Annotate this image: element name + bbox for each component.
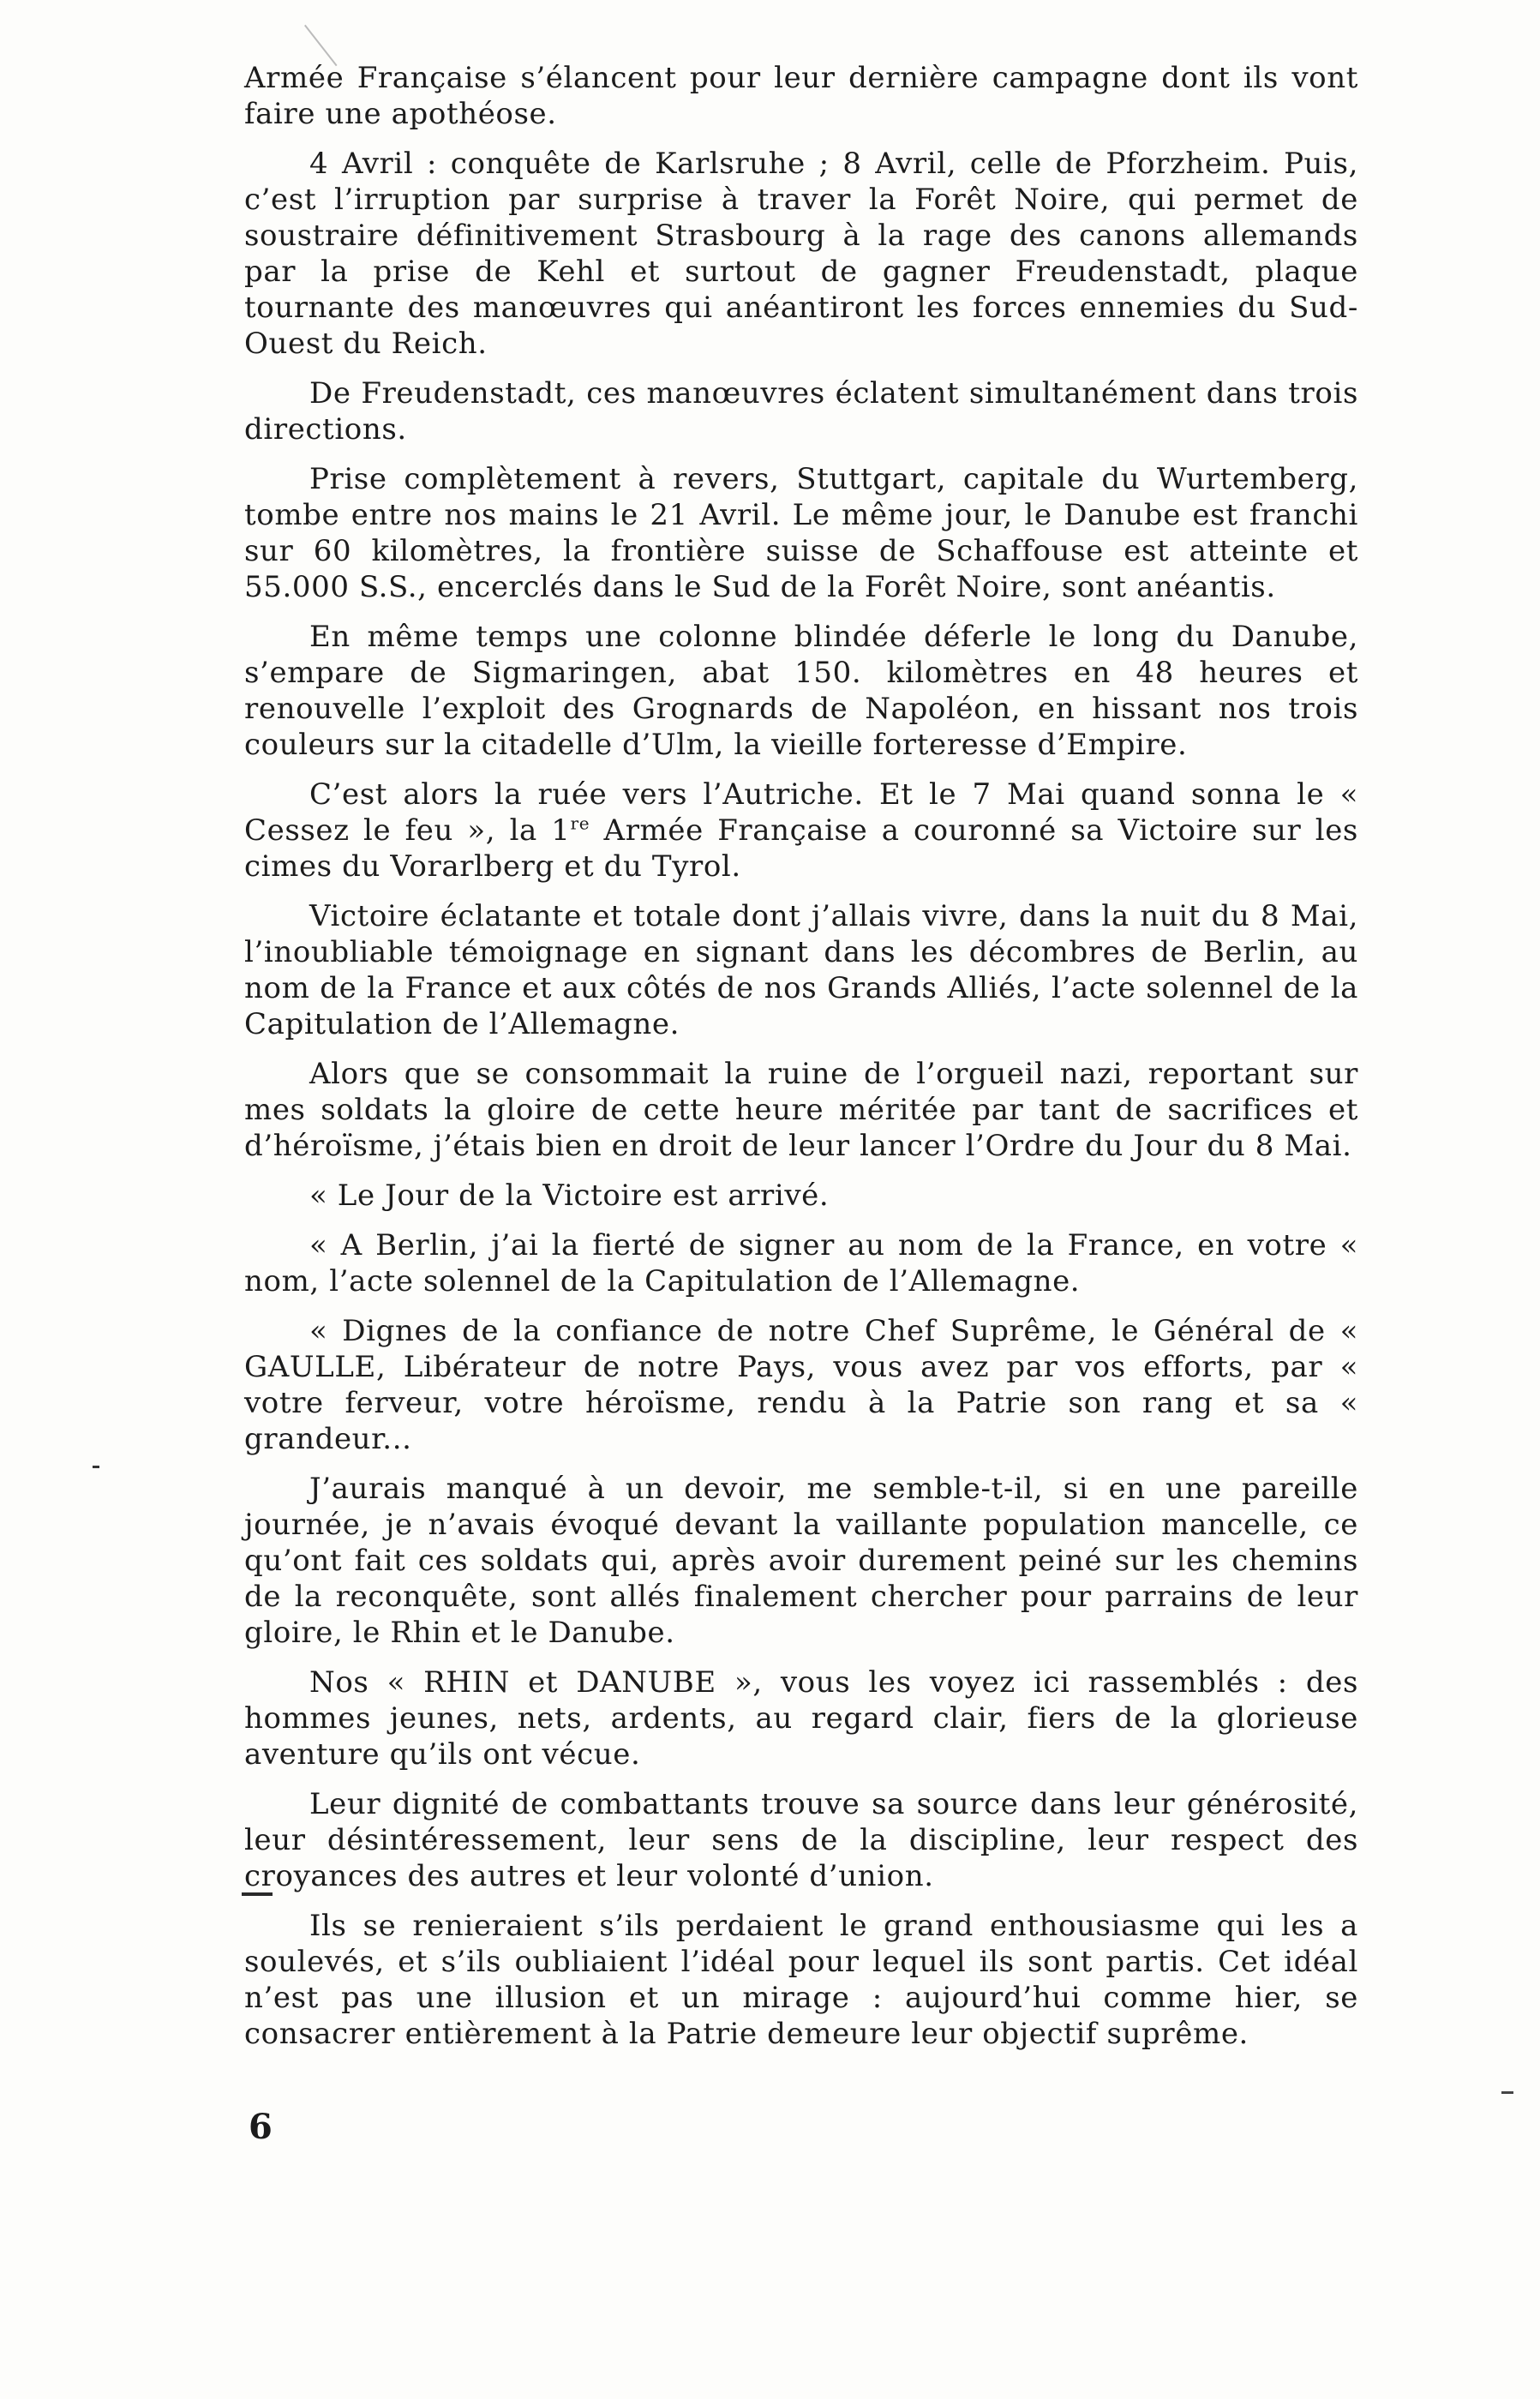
quote-paragraph: « Le Jour de la Victoire est arrivé. xyxy=(309,1179,830,1213)
body-text xyxy=(244,60,1358,2066)
margin-right-mark xyxy=(1501,2091,1513,2094)
quote-paragraph: « Dignes de la confiance de notre Chef Suprême, le Général de « GAULLE, Libérateur de notre Pays, vous avez par vos efforts, par « votre ferveur, votre héroïsme, rendu à la Patrie son rang et sa « grandeur... xyxy=(244,1314,1358,1456)
paragraph: Victoire éclatante et totale dont j’allais vivre, dans la nuit du 8 Mai, l’inoubliable témoignage en signant dans les décombres de Berlin, au nom de la France et aux côtés de nos Grands Alliés, l’acte solennel de la Capitulation de l’Allemagne. xyxy=(244,899,1358,1041)
page-number: 6 xyxy=(249,2107,273,2147)
ordinal-superscript: re xyxy=(570,813,590,834)
paragraph: Armée Française s’élancent pour leur dernière campagne dont ils vont faire une apothéose. xyxy=(244,61,1358,131)
paragraph: Nos « RHIN et DANUBE », vous les voyez ici rassemblés : des hommes jeunes, nets, ardents, au regard clair, fiers de la glorieuse aventure qu’ils ont vécue. xyxy=(244,1665,1358,1772)
paragraph: Alors que se consommait la ruine de l’orgueil nazi, reportant sur mes soldats la gloire de cette heure méritée par tant de sacrifices et d’héroïsme, j’étais bien en droit de leur lancer l’Ordre du Jour du 8 Mai. xyxy=(244,1057,1358,1163)
paragraph: De Freudenstadt, ces manœuvres éclatent simultanément dans trois directions. xyxy=(244,376,1358,447)
paragraph: Leur dignité de combattants trouve sa source dans leur générosité, leur désintéressement, leur sens de la discipline, leur respect des croyances des autres et leur volonté d’union. xyxy=(244,1787,1358,1893)
margin-tick-mark xyxy=(93,1466,99,1468)
paragraph-text: Armée Française a couronné sa Victoire sur les cimes du Vorarlberg et du Tyrol. xyxy=(244,813,1358,884)
paragraph: En même temps une colonne blindée déferle le long du Danube, s’empare de Sigmaringen, abat 150. kilomètres en 48 heures et renouvelle l’exploit des Grognards de Napoléon, en hissant nos trois couleurs sur la citadelle d’Ulm, la vieille forteresse d’Empire. xyxy=(244,620,1358,762)
paragraph: Prise complètement à revers, Stuttgart, capitale du Wurtemberg, tombe entre nos mains le 21 Avril. Le même jour, le Danube est franchi sur 60 kilomètres, la frontière suisse de Schaffouse est atteinte et 55.000 S.S., encerclés dans le Sud de la Forêt Noire, sont anéantis. xyxy=(244,462,1358,604)
paragraph xyxy=(244,777,1358,885)
paragraph: 4 Avril : conquête de Karlsruhe ; 8 Avril, celle de Pforzheim. Puis, c’est l’irruption par surprise à traver la Forêt Noire, qui permet de soustraire définitivement Strasbourg à la rage des canons allemands par la prise de Kehl et surtout de gagner Freudenstadt, plaque tournante des manœuvres qui anéantiront les forces ennemies du Sud-Ouest du Reich. xyxy=(244,147,1358,361)
paragraph-text: C’est alors la ruée vers l’Autriche. Et le 7 Mai quand sonna le « Cessez le feu », la 1 xyxy=(244,777,1358,848)
paragraph: Ils se renieraient s’ils perdaient le grand enthousiasme qui les a soulevés, et s’ils oubliaient l’idéal pour lequel ils sont partis. Cet idéal n’est pas une illusion et un mirage : aujourd’hui comme hier, se consacrer entièrement à la Patrie demeure leur objectif suprême. xyxy=(244,1909,1358,2051)
paragraph: J’aurais manqué à un devoir, me semble-t-il, si en une pareille journée, je n’avais évoqué devant la vaillante population mancelle, ce qu’ont fait ces soldats qui, après avoir durement peiné sur les chemins de la reconquête, sont allés finalement chercher pour parrains de leur gloire, le Rhin et le Danube. xyxy=(244,1472,1358,1650)
quote-paragraph: « A Berlin, j’ai la fierté de signer au nom de la France, en votre « nom, l’acte solennel de la Capitulation de l’Allemagne. xyxy=(244,1228,1358,1298)
